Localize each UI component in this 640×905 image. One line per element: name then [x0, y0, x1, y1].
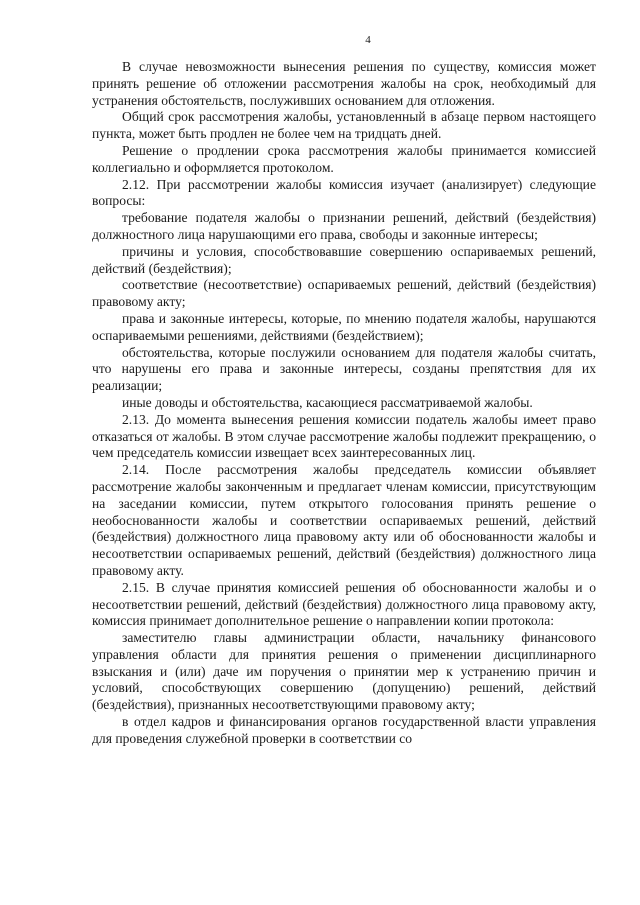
list-item-personnel-department: в отдел кадров и финансирования органов государственной власти управления для проведения служебной проверки в соответствии со: [92, 714, 596, 746]
list-item-circumstances: обстоятельства, которые послужили основанием для подателя жалобы считать, что нарушены его права и законные интересы, созданы препятствия для их реализации;: [92, 344, 596, 394]
paragraph-total-term: Общий срок рассмотрения жалобы, установленный в абзаце первом настоящего пункта, может быть продлен не более чем на тридцать дней.: [92, 109, 596, 142]
list-item-compliance: соответствие (несоответствие) оспариваемых решений, действий (бездействия) правовому акту;: [92, 277, 596, 310]
page-number: 4: [365, 34, 371, 46]
paragraph-postponement: В случае невозможности вынесения решения по существу, комиссия может принять решение об отложении рассмотрения жалобы на срок, необходимый для устранения обстоятельств, послуживших основанием для отложения.: [92, 59, 596, 108]
list-item-causes: причины и условия, способствовавшие совершению оспариваемых решений, действий (бездействия);: [92, 243, 596, 276]
paragraph-2-14: 2.14. После рассмотрения жалобы председатель комиссии объявляет рассмотрение жалобы законченным и предлагает членам комиссии, присутствующим на заседании комиссии, путем открытого голосования принять решение о необоснованности жалобы и соответствии оспариваемых решений, действий (бездействия) должностного лица правовому акту или об обоснованности жалобы и несоответствии оспариваемых решений, действий (бездействия) должностного лица правовому акту.: [92, 462, 596, 578]
paragraph-extension-decision: Решение о продлении срока рассмотрения жалобы принимается комиссией коллегиально и оформляется протоколом.: [92, 142, 596, 175]
list-item-deputy-head: заместителю главы администрации области, начальнику финансового управления области для принятия решения о применении дисциплинарного взыскания и (или) даче им поручения о принятии мер к устранению причин и условий, способствующих совершению (допущению) решений, действий (бездействия), признанных несоответствующими правовому акту;: [92, 630, 596, 713]
list-item-other-arguments: иные доводы и обстоятельства, касающиеся рассматриваемой жалобы.: [122, 394, 533, 410]
paragraph-2-12: 2.12. При рассмотрении жалобы комиссия изучает (анализирует) следующие вопросы:: [92, 176, 596, 209]
paragraph-2-13: 2.13. До момента вынесения решения комиссии податель жалобы имеет право отказаться от жалобы. В этом случае рассмотрение жалобы подлежит прекращению, о чем председатель комиссии извещает всех заинтересованных лиц.: [92, 411, 596, 461]
list-item-requirement: требование подателя жалобы о признании решений, действий (бездействия) должностного лица нарушающими его права, свободы и законные интересы;: [92, 210, 596, 242]
list-item-rights: права и законные интересы, которые, по мнению подателя жалобы, нарушаются оспариваемыми решениями, действиями (бездействием);: [92, 310, 596, 343]
paragraph-2-15: 2.15. В случае принятия комиссией решения об обоснованности жалобы и о несоответствии решений, действий (бездействия) должностного лица правовому акту, комиссия принимает дополнительное решение о направлении копии протокола:: [92, 579, 596, 629]
